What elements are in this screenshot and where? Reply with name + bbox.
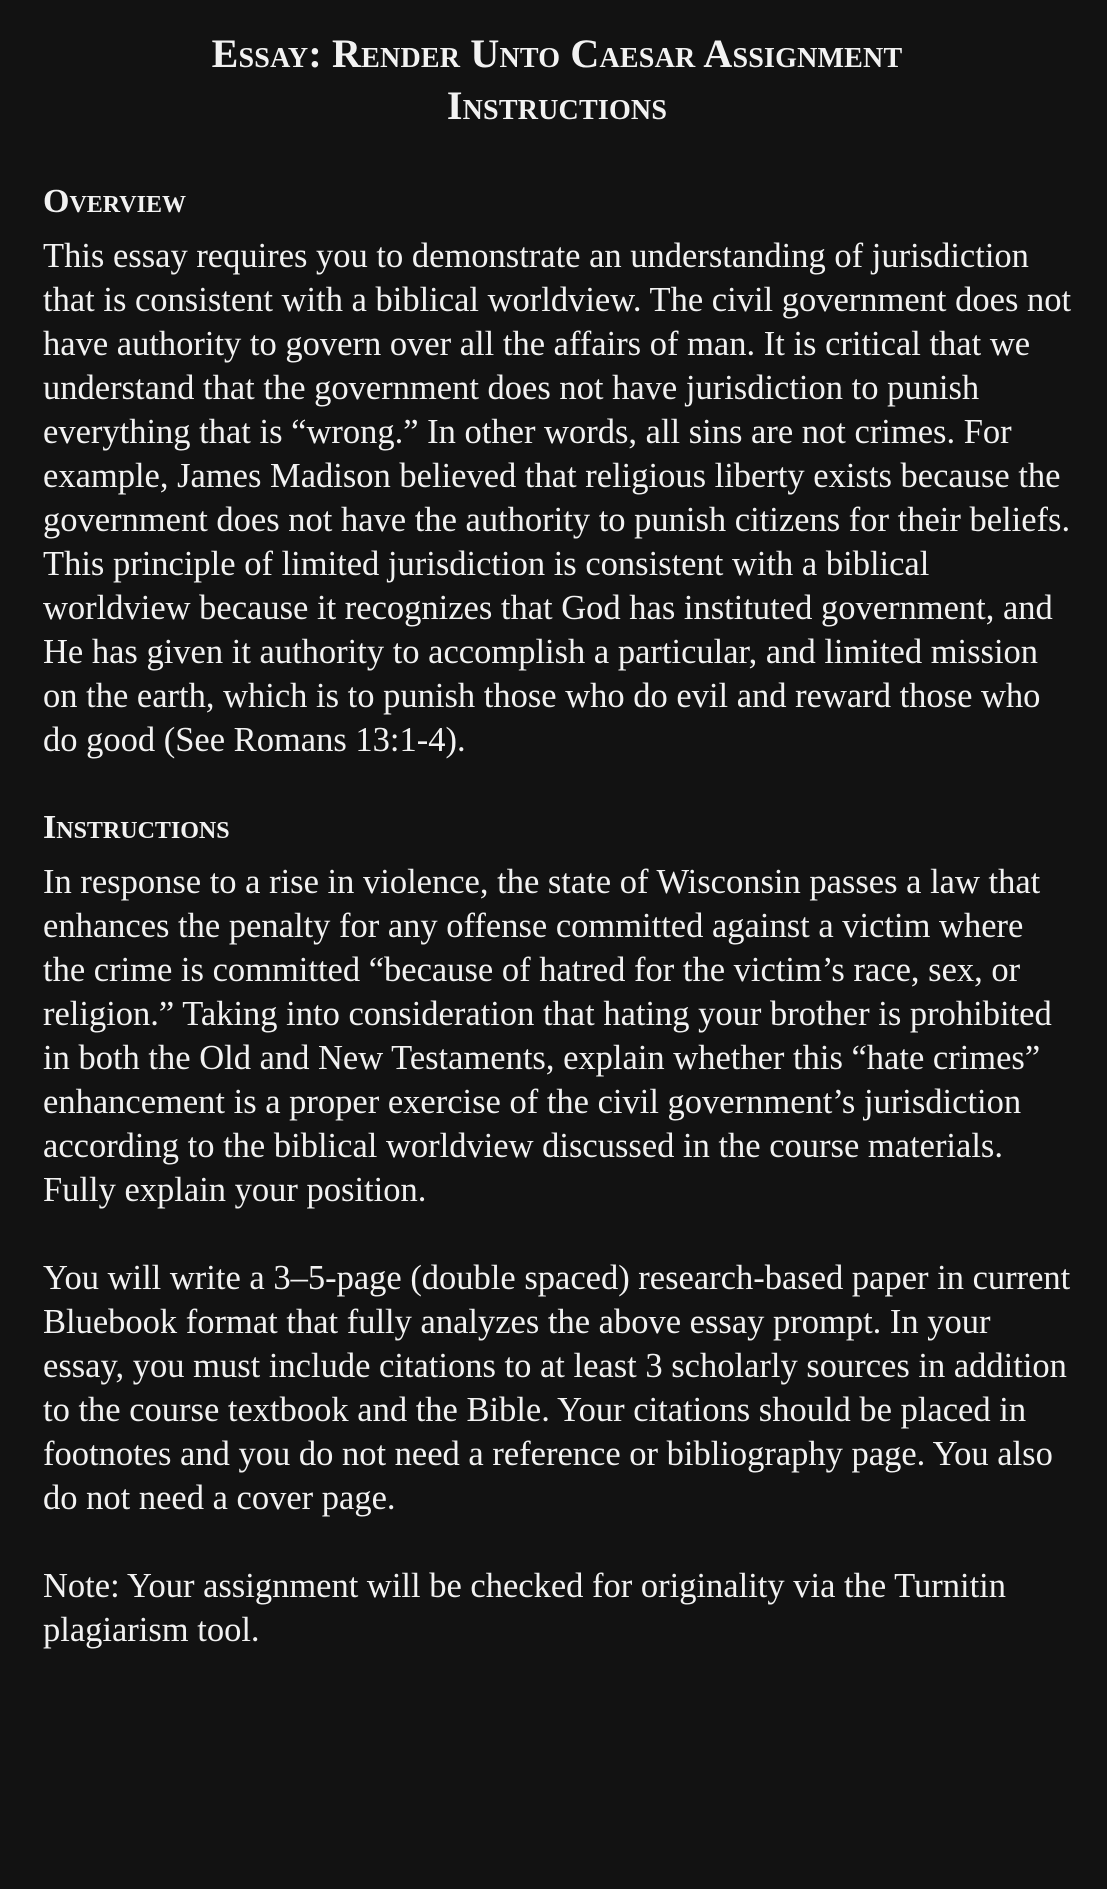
overview-paragraph: This essay requires you to demonstrate an understanding of jurisdiction that is consistent with a biblical worldview. The civil government does not have authority to govern over all the affairs of man. It is critical that we understand that the government does not have jurisdiction to punish everything that is “wrong.” In other words, all sins are not crimes. For example, James Madison believed that religious liberty exists because the government does not have the authority to punish citizens for their beliefs. This principle of limited jurisdiction is consistent with a biblical worldview because it recognizes that God has instituted government, and He has given it authority to accomplish a particular, and limited mission on the earth, which is to punish those who do evil and reward those who do good (See Romans 13:1-4). bbox=[43, 237, 1072, 759]
page-title bbox=[107, 28, 1007, 132]
note-paragraph: Note: Your assignment will be checked for originality via the Turnitin plagiarism tool. bbox=[43, 1567, 1007, 1649]
requirements-paragraph: You will write a 3–5-page (double spaced) research-based paper in current Bluebook format that fully analyzes the above essay prompt. In your essay, you must include citations to at least 3 scholarly sources in addition to the course textbook and the Bible. Your citations should be placed in footnotes and you do not need a reference or bibliography page. You also do not need a cover page. bbox=[43, 1259, 1071, 1517]
title-line-1: Essay: Render Unto Caesar Assignment bbox=[211, 31, 903, 76]
instructions-heading: Instructions bbox=[43, 809, 230, 846]
title-line-2: Instructions bbox=[446, 83, 668, 128]
instructions-prompt-paragraph: In response to a rise in violence, the state of Wisconsin passes a law that enhances the penalty for any offense committed against a victim where the crime is committed “because of hatred for the victim’s race, sex, or religion.” Taking into consideration that hating your brother is prohibited in both the Old and New Testaments, explain whether this “hate crimes” enhancement is a proper exercise of the civil government’s jurisdiction according to the biblical worldview discussed in the course materials. Fully explain your position. bbox=[43, 863, 1052, 1209]
overview-heading: Overview bbox=[43, 183, 186, 220]
